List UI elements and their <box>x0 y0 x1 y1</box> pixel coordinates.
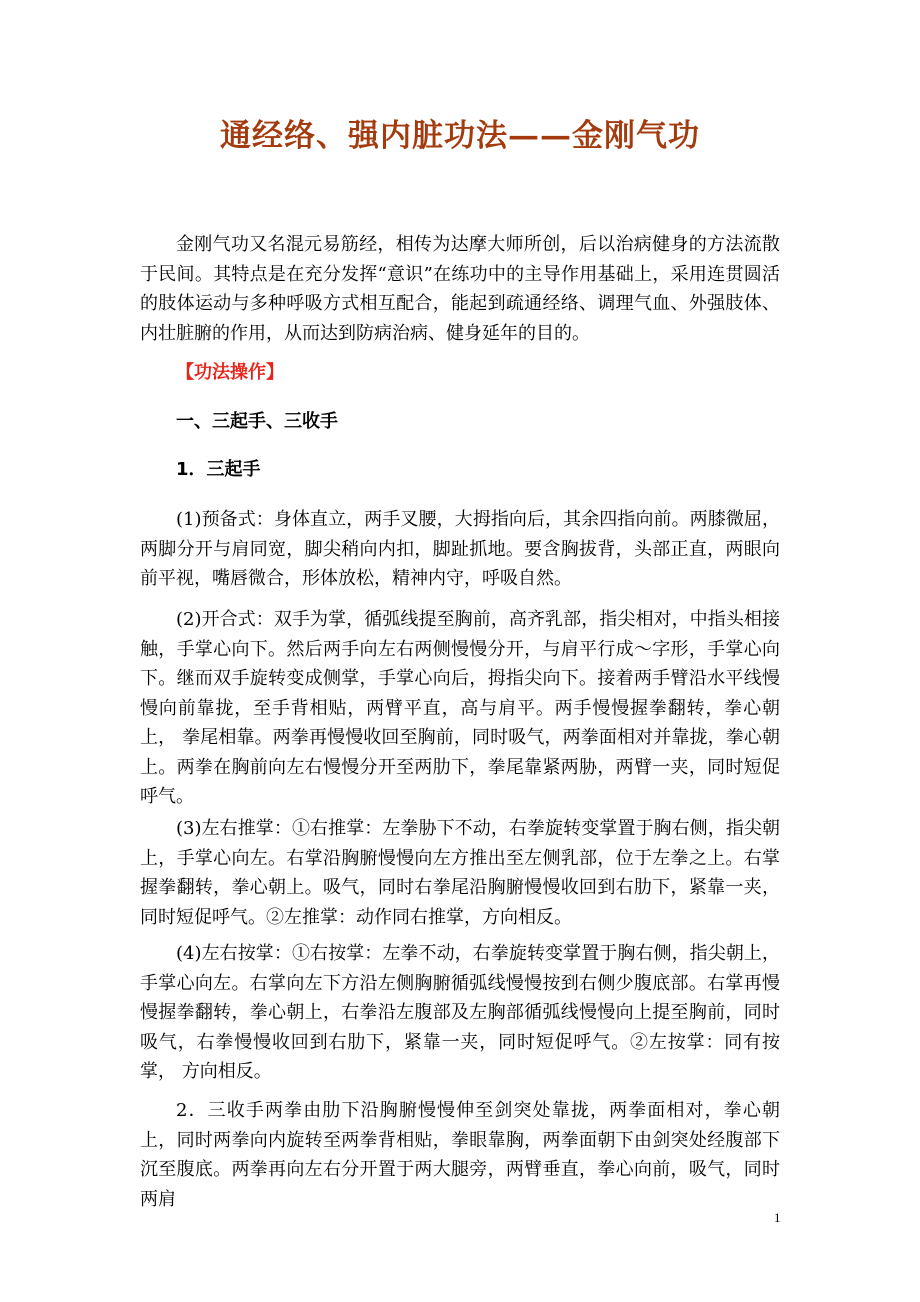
paragraph-push-palm: (3)左右推掌：①右推掌：左拳胁下不动，右拳旋转变掌置于胸右侧，指尖朝上，手掌心向左。右掌沿胸腑慢慢向左方推出至左侧乳部，位于左拳之上。右掌握拳翻转，拳心朝上。吸气，同时右拳尾沿胸腑慢慢收回到右肋下，紧靠一夹，同时短促呼气。②左推掌：动作同右推掌，方向相反。 <box>140 818 780 928</box>
paragraph-open-close: (2)开合式：双手为掌，循弧线提至胸前，高齐乳部，指尖相对，中指头相接触，手掌心向下。然后两手向左右两侧慢慢分开，与肩平行成～字形，手掌心向下。继而双手旋转变成侧掌，手掌心向后，拇指尖向下。接着两手臂沿水平线慢慢向前靠拢，至手背相贴，两臂平直，高与肩平。两手慢慢握拳翻转，拳心朝上， 拳尾相靠。两拳再慢慢收回至胸前，同时吸气，两拳面相对并靠拢，拳心朝上。两拳在胸前向左右慢慢分开至两肋下，拳尾靠紧两胁，两臂一夹，同时短促呼气。 <box>140 609 780 807</box>
subheading-2: 1．三起手 <box>176 459 261 480</box>
subheading-1: 一、三起手、三收手 <box>176 411 338 432</box>
section-heading: 【功法操作】 <box>176 362 284 383</box>
paragraph-three-closing: 2．三收手两拳由肋下沿胸腑慢慢伸至剑突处靠拢，两拳面相对，拳心朝上，同时两拳向内旋转至两拳背相贴，拳眼靠胸，两拳面朝下由剑突处经腹部下沉至腹底。两拳再向左右分开置于两大腿旁，两臂垂直，拳心向前，吸气，同时两肩 <box>140 1100 780 1210</box>
paragraph-press-palm: (4)左右按掌：①右按掌：左拳不动，右拳旋转变掌置于胸右侧，指尖朝上，手掌心向左。右掌向左下方沿左侧胸腑循弧线慢慢按到右侧少腹底部。右掌再慢慢握拳翻转，拳心朝上，右拳沿左腹部及左胸部循弧线慢慢向上提至胸前，同时吸气，右拳慢慢收回到右肋下，紧靠一夹，同时短促呼气。②左按掌：同有按掌， 方向相反。 <box>140 943 780 1082</box>
paragraph-preparation: (1)预备式：身体直立，两手叉腰，大拇指向后，其余四指向前。两膝微屈，两脚分开与肩同宽，脚尖稍向内扣，脚趾抓地。要含胸拔背，头部正直，两眼向前平视，嘴唇微合，形体放松，精神内守，呼吸自然。 <box>140 509 780 589</box>
document-title: 通经络、强内脏功法——金刚气功 <box>220 118 700 154</box>
intro-paragraph: 金刚气功又名混元易筋经，相传为达摩大师所创，后以治病健身的方法流散于民间。其特点是在充分发挥“意识”在练功中的主导作用基础上，采用连贯圆活的肢体运动与多种呼吸方式相互配合，能起到疏通经络、调理气血、外强肢体、内壮脏腑的作用，从而达到防病治病、健身延年的目的。 <box>140 234 780 344</box>
page-number: 1 <box>774 1210 781 1225</box>
